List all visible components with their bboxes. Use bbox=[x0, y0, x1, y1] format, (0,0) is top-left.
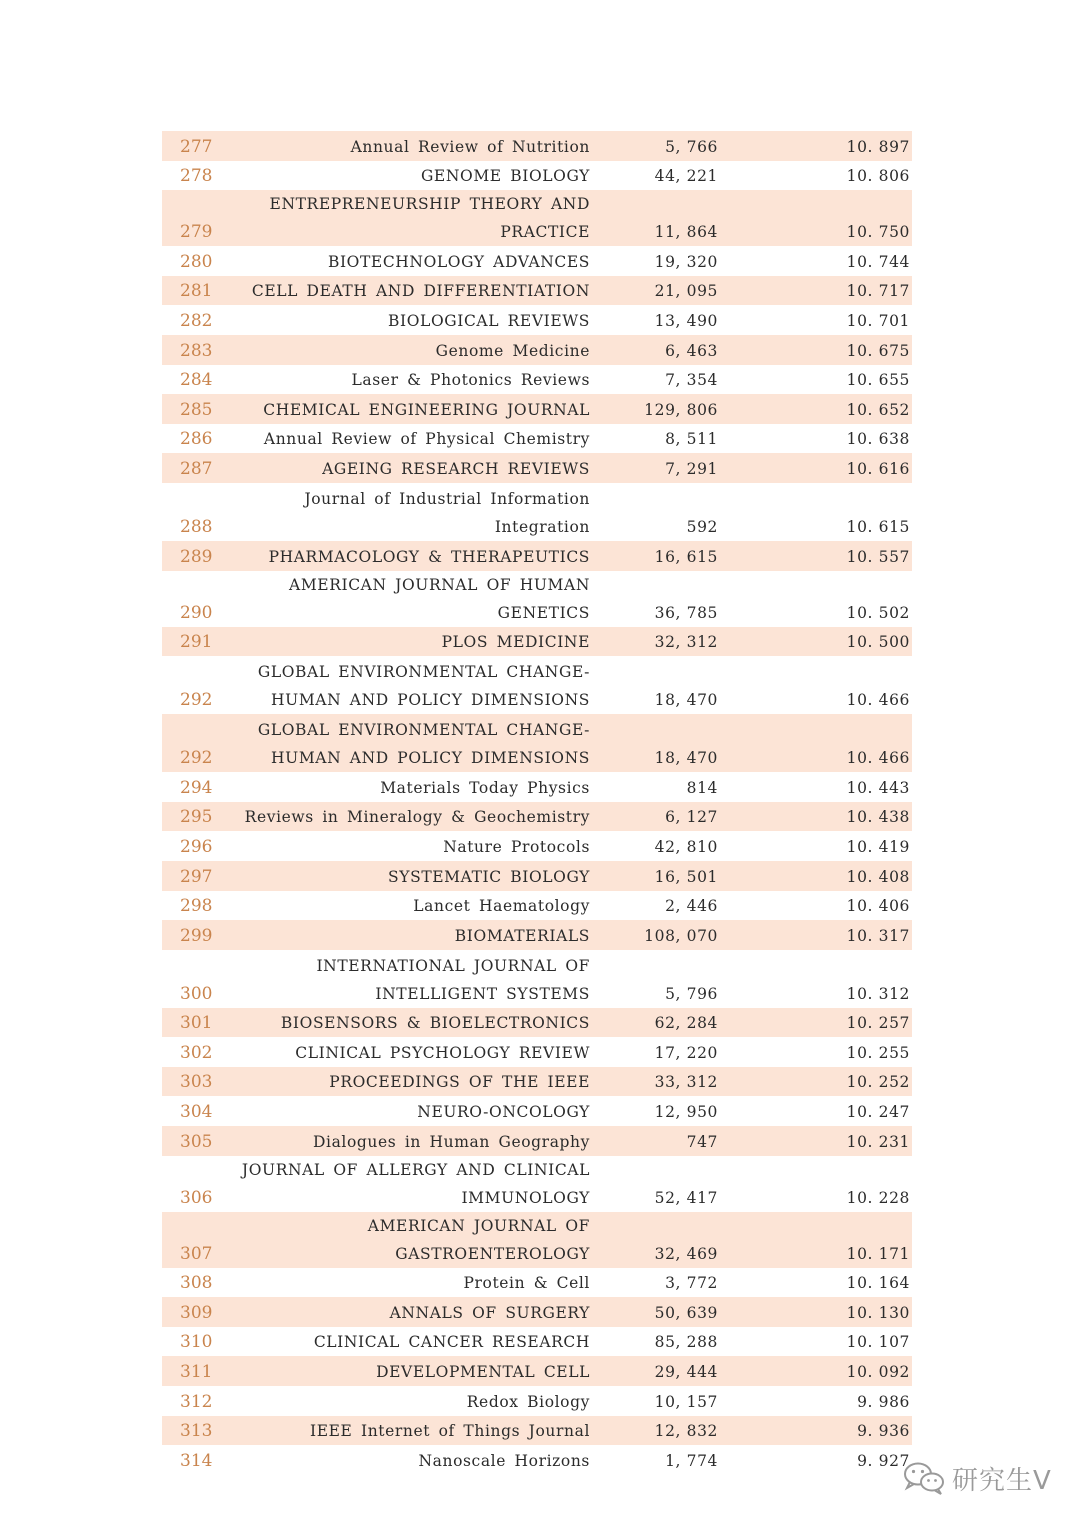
rank-cell: 287 bbox=[162, 453, 212, 483]
rank-cell: 301 bbox=[162, 1008, 212, 1038]
rank-cell: 312 bbox=[180, 1391, 212, 1412]
journal-name-cell: Annual Review of Nutrition bbox=[212, 131, 590, 161]
total-cites-cell: 32, 469 bbox=[590, 1212, 718, 1268]
total-cites-cell: 108, 070 bbox=[590, 920, 718, 950]
impact-factor-cell: 10. 317 bbox=[718, 920, 912, 950]
impact-factor-cell: 10. 312 bbox=[846, 984, 910, 1003]
journal-name-cell: NEURO-ONCOLOGY bbox=[417, 1103, 590, 1122]
journal-name-cell: DEVELOPMENTAL CELL bbox=[212, 1356, 590, 1386]
rank-cell: 279 bbox=[162, 190, 212, 246]
journal-name-cell: PHARMACOLOGY & THERAPEUTICS bbox=[212, 541, 590, 571]
total-cites-cell: 12, 950 bbox=[654, 1103, 718, 1122]
journal-name-cell: CLINICAL PSYCHOLOGY REVIEW bbox=[295, 1043, 590, 1062]
total-cites-cell: 747 bbox=[590, 1126, 718, 1156]
table-row bbox=[162, 920, 912, 950]
rank-cell: 277 bbox=[162, 131, 212, 161]
journal-name-cell: Dialogues in Human Geography bbox=[212, 1126, 590, 1156]
rank-cell: 299 bbox=[162, 920, 212, 950]
rank-cell: 302 bbox=[180, 1042, 212, 1063]
total-cites-cell: 7, 354 bbox=[665, 371, 718, 390]
table-row bbox=[162, 802, 912, 832]
rank-cell: 283 bbox=[162, 335, 212, 365]
journal-name-cell: BIOSENSORS & BIOELECTRONICS bbox=[212, 1008, 590, 1038]
journal-name-cell: AGEING RESEARCH REVIEWS bbox=[212, 453, 590, 483]
impact-factor-cell: 10. 408 bbox=[718, 861, 912, 891]
impact-factor-cell: 10. 252 bbox=[718, 1067, 912, 1097]
rank-cell: 281 bbox=[162, 276, 212, 306]
impact-factor-cell: 10. 615 bbox=[846, 517, 910, 536]
table-row bbox=[162, 950, 912, 1008]
journal-name-cell: ANNALS OF SURGERY bbox=[212, 1297, 590, 1327]
total-cites-cell: 129, 806 bbox=[590, 394, 718, 424]
rank-cell: 291 bbox=[162, 627, 212, 657]
watermark-text: 研究生V bbox=[952, 1465, 1052, 1496]
table-row bbox=[162, 627, 912, 657]
impact-factor-cell: 10. 466 bbox=[718, 714, 912, 772]
total-cites-cell: 6, 127 bbox=[590, 802, 718, 832]
total-cites-cell: 3, 772 bbox=[665, 1274, 718, 1293]
impact-factor-cell: 10. 638 bbox=[846, 430, 910, 449]
rank-cell: 310 bbox=[180, 1332, 212, 1353]
impact-factor-cell: 10. 466 bbox=[846, 691, 910, 710]
total-cites-cell: 6, 463 bbox=[590, 335, 718, 365]
journal-name-cell: PROCEEDINGS OF THE IEEE bbox=[212, 1067, 590, 1097]
total-cites-cell: 42, 810 bbox=[654, 837, 718, 856]
rank-cell: 305 bbox=[162, 1126, 212, 1156]
table-row bbox=[162, 424, 912, 454]
rank-cell: 292 bbox=[180, 690, 212, 711]
total-cites-cell: 52, 417 bbox=[654, 1188, 718, 1207]
journal-name-cell: IEEE Internet of Things Journal bbox=[212, 1416, 590, 1446]
journal-name-cell: Materials Today Physics bbox=[380, 778, 590, 797]
rank-cell: 311 bbox=[162, 1356, 212, 1386]
rank-cell: 294 bbox=[180, 777, 212, 798]
journal-name-cell: Lancet Haematology bbox=[413, 897, 590, 916]
total-cites-cell: 814 bbox=[686, 778, 718, 797]
table-row bbox=[162, 1156, 912, 1212]
impact-factor-cell: 10. 406 bbox=[846, 897, 910, 916]
table-body bbox=[162, 131, 912, 1475]
total-cites-cell: 44, 221 bbox=[654, 167, 718, 186]
total-cites-cell: 19, 320 bbox=[654, 252, 718, 271]
table-row bbox=[162, 1126, 912, 1156]
rank-cell: 278 bbox=[180, 166, 212, 187]
table-row bbox=[162, 1008, 912, 1038]
watermark bbox=[902, 1460, 1052, 1496]
rank-cell: 313 bbox=[162, 1416, 212, 1446]
impact-factor-cell: 9. 986 bbox=[857, 1392, 910, 1411]
total-cites-cell: 11, 864 bbox=[590, 190, 718, 246]
journal-name-cell: BIOTECHNOLOGY ADVANCES bbox=[327, 252, 590, 271]
journal-name-cell: ENTREPRENEURSHIP THEORY AND PRACTICE bbox=[212, 190, 590, 246]
impact-factor-cell: 10. 257 bbox=[718, 1008, 912, 1038]
impact-factor-cell: 9. 936 bbox=[718, 1416, 912, 1446]
rank-cell: 306 bbox=[180, 1187, 212, 1208]
table-row bbox=[162, 1416, 912, 1446]
table-row bbox=[162, 1096, 912, 1126]
table-row bbox=[162, 1067, 912, 1097]
table-row bbox=[162, 335, 912, 365]
rank-cell: 289 bbox=[162, 541, 212, 571]
impact-factor-cell: 9. 927 bbox=[857, 1451, 910, 1470]
table-row bbox=[162, 1386, 912, 1416]
table-row bbox=[162, 891, 912, 921]
total-cites-cell: 62, 284 bbox=[590, 1008, 718, 1038]
impact-factor-cell: 10. 652 bbox=[718, 394, 912, 424]
journal-name-cell: CLINICAL CANCER RESEARCH bbox=[313, 1333, 590, 1352]
table-row bbox=[162, 246, 912, 276]
rank-cell: 295 bbox=[162, 802, 212, 832]
total-cites-cell: 50, 639 bbox=[590, 1297, 718, 1327]
impact-factor-cell: 10. 750 bbox=[718, 190, 912, 246]
rank-cell: 303 bbox=[162, 1067, 212, 1097]
rank-cell: 280 bbox=[180, 251, 212, 272]
table-row bbox=[162, 305, 912, 335]
table-row bbox=[162, 394, 912, 424]
table-row bbox=[162, 1356, 912, 1386]
rank-cell: 307 bbox=[162, 1212, 212, 1268]
journal-name-cell: PLOS MEDICINE bbox=[212, 627, 590, 657]
wechat-icon bbox=[902, 1460, 946, 1496]
table-row bbox=[162, 1212, 912, 1268]
journal-name-cell: GLOBAL ENVIRONMENTAL CHANGE-HUMAN AND POLICY DIMENSIONS bbox=[212, 714, 590, 772]
table-row bbox=[162, 1297, 912, 1327]
journal-name-cell: JOURNAL OF ALLERGY AND CLINICAL IMMUNOLOGY bbox=[241, 1160, 590, 1207]
total-cites-cell: 10, 157 bbox=[654, 1392, 718, 1411]
total-cites-cell: 8, 511 bbox=[665, 430, 718, 449]
total-cites-cell: 33, 312 bbox=[590, 1067, 718, 1097]
journal-name-cell: Laser & Photonics Reviews bbox=[351, 371, 590, 390]
total-cites-cell: 7, 291 bbox=[590, 453, 718, 483]
rank-cell: 300 bbox=[180, 983, 212, 1004]
rank-cell: 309 bbox=[162, 1297, 212, 1327]
journal-name-cell: Annual Review of Physical Chemistry bbox=[263, 430, 590, 449]
impact-factor-cell: 10. 130 bbox=[718, 1297, 912, 1327]
journal-name-cell: Nanoscale Horizons bbox=[418, 1451, 590, 1470]
impact-factor-cell: 10. 717 bbox=[718, 276, 912, 306]
table-row bbox=[162, 656, 912, 714]
rank-cell: 296 bbox=[180, 836, 212, 857]
table-row bbox=[162, 365, 912, 395]
rank-cell: 292 bbox=[162, 714, 212, 772]
impact-factor-cell: 10. 806 bbox=[846, 167, 910, 186]
impact-factor-cell: 10. 557 bbox=[718, 541, 912, 571]
impact-factor-cell: 10. 107 bbox=[846, 1333, 910, 1352]
rank-cell: 284 bbox=[180, 370, 212, 391]
table-row bbox=[162, 1037, 912, 1067]
total-cites-cell: 85, 288 bbox=[654, 1333, 718, 1352]
journal-name-cell: BIOMATERIALS bbox=[212, 920, 590, 950]
journal-name-cell: CHEMICAL ENGINEERING JOURNAL bbox=[212, 394, 590, 424]
table-row bbox=[162, 131, 912, 161]
total-cites-cell: 16, 501 bbox=[590, 861, 718, 891]
impact-factor-cell: 10. 443 bbox=[846, 778, 910, 797]
table-row bbox=[162, 772, 912, 802]
total-cites-cell: 32, 312 bbox=[590, 627, 718, 657]
table-row bbox=[162, 541, 912, 571]
rank-cell: 286 bbox=[180, 429, 212, 450]
table-row bbox=[162, 1268, 912, 1298]
impact-factor-cell: 10. 419 bbox=[846, 837, 910, 856]
impact-factor-cell: 10. 438 bbox=[718, 802, 912, 832]
total-cites-cell: 1, 774 bbox=[665, 1451, 718, 1470]
total-cites-cell: 12, 832 bbox=[590, 1416, 718, 1446]
total-cites-cell: 5, 766 bbox=[590, 131, 718, 161]
table-row bbox=[162, 161, 912, 191]
journal-ranking-table bbox=[162, 131, 912, 1475]
journal-name-cell: INTERNATIONAL JOURNAL OF INTELLIGENT SYSTEMS bbox=[316, 956, 590, 1003]
rank-cell: 298 bbox=[180, 896, 212, 917]
rank-cell: 282 bbox=[180, 310, 212, 331]
impact-factor-cell: 10. 255 bbox=[846, 1043, 910, 1062]
table-row bbox=[162, 276, 912, 306]
impact-factor-cell: 10. 897 bbox=[718, 131, 912, 161]
total-cites-cell: 18, 470 bbox=[590, 714, 718, 772]
journal-name-cell: BIOLOGICAL REVIEWS bbox=[388, 311, 590, 330]
table-row bbox=[162, 1445, 912, 1475]
total-cites-cell: 21, 095 bbox=[590, 276, 718, 306]
impact-factor-cell: 10. 744 bbox=[846, 252, 910, 271]
impact-factor-cell: 10. 231 bbox=[718, 1126, 912, 1156]
journal-name-cell: Redox Biology bbox=[466, 1392, 590, 1411]
table-row bbox=[162, 571, 912, 627]
impact-factor-cell: 10. 655 bbox=[846, 371, 910, 390]
impact-factor-cell: 10. 171 bbox=[718, 1212, 912, 1268]
impact-factor-cell: 10. 701 bbox=[846, 311, 910, 330]
total-cites-cell: 16, 615 bbox=[590, 541, 718, 571]
rank-cell: 304 bbox=[180, 1102, 212, 1123]
journal-name-cell: CELL DEATH AND DIFFERENTIATION bbox=[212, 276, 590, 306]
journal-name-cell: Genome Medicine bbox=[212, 335, 590, 365]
rank-cell: 297 bbox=[162, 861, 212, 891]
impact-factor-cell: 10. 164 bbox=[846, 1274, 910, 1293]
impact-factor-cell: 10. 092 bbox=[718, 1356, 912, 1386]
table-row bbox=[162, 831, 912, 861]
journal-name-cell: AMERICAN JOURNAL OF GASTROENTEROLOGY bbox=[212, 1212, 590, 1268]
total-cites-cell: 17, 220 bbox=[654, 1043, 718, 1062]
journal-name-cell: AMERICAN JOURNAL OF HUMAN GENETICS bbox=[289, 575, 590, 622]
total-cites-cell: 18, 470 bbox=[654, 691, 718, 710]
journal-name-cell: Journal of Industrial Information Integration bbox=[304, 489, 590, 536]
impact-factor-cell: 10. 502 bbox=[846, 603, 910, 622]
table-row bbox=[162, 483, 912, 541]
journal-name-cell: GLOBAL ENVIRONMENTAL CHANGE-HUMAN AND POLICY DIMENSIONS bbox=[257, 663, 590, 710]
impact-factor-cell: 10. 616 bbox=[718, 453, 912, 483]
total-cites-cell: 29, 444 bbox=[590, 1356, 718, 1386]
table-row bbox=[162, 190, 912, 246]
rank-cell: 308 bbox=[180, 1273, 212, 1294]
table-row bbox=[162, 453, 912, 483]
journal-name-cell: GENOME BIOLOGY bbox=[420, 167, 590, 186]
table-row bbox=[162, 714, 912, 772]
table-row bbox=[162, 1327, 912, 1357]
total-cites-cell: 2, 446 bbox=[665, 897, 718, 916]
rank-cell: 285 bbox=[162, 394, 212, 424]
journal-name-cell: Reviews in Mineralogy & Geochemistry bbox=[212, 802, 590, 832]
total-cites-cell: 592 bbox=[686, 517, 718, 536]
journal-name-cell: Protein & Cell bbox=[463, 1274, 590, 1293]
impact-factor-cell: 10. 675 bbox=[718, 335, 912, 365]
rank-cell: 314 bbox=[180, 1450, 212, 1471]
total-cites-cell: 5, 796 bbox=[665, 984, 718, 1003]
impact-factor-cell: 10. 500 bbox=[718, 627, 912, 657]
rank-cell: 290 bbox=[180, 602, 212, 623]
table-row bbox=[162, 861, 912, 891]
impact-factor-cell: 10. 247 bbox=[846, 1103, 910, 1122]
impact-factor-cell: 10. 228 bbox=[846, 1188, 910, 1207]
journal-name-cell: Nature Protocols bbox=[443, 837, 590, 856]
rank-cell: 288 bbox=[180, 516, 212, 537]
total-cites-cell: 36, 785 bbox=[654, 603, 718, 622]
total-cites-cell: 13, 490 bbox=[654, 311, 718, 330]
journal-name-cell: SYSTEMATIC BIOLOGY bbox=[212, 861, 590, 891]
